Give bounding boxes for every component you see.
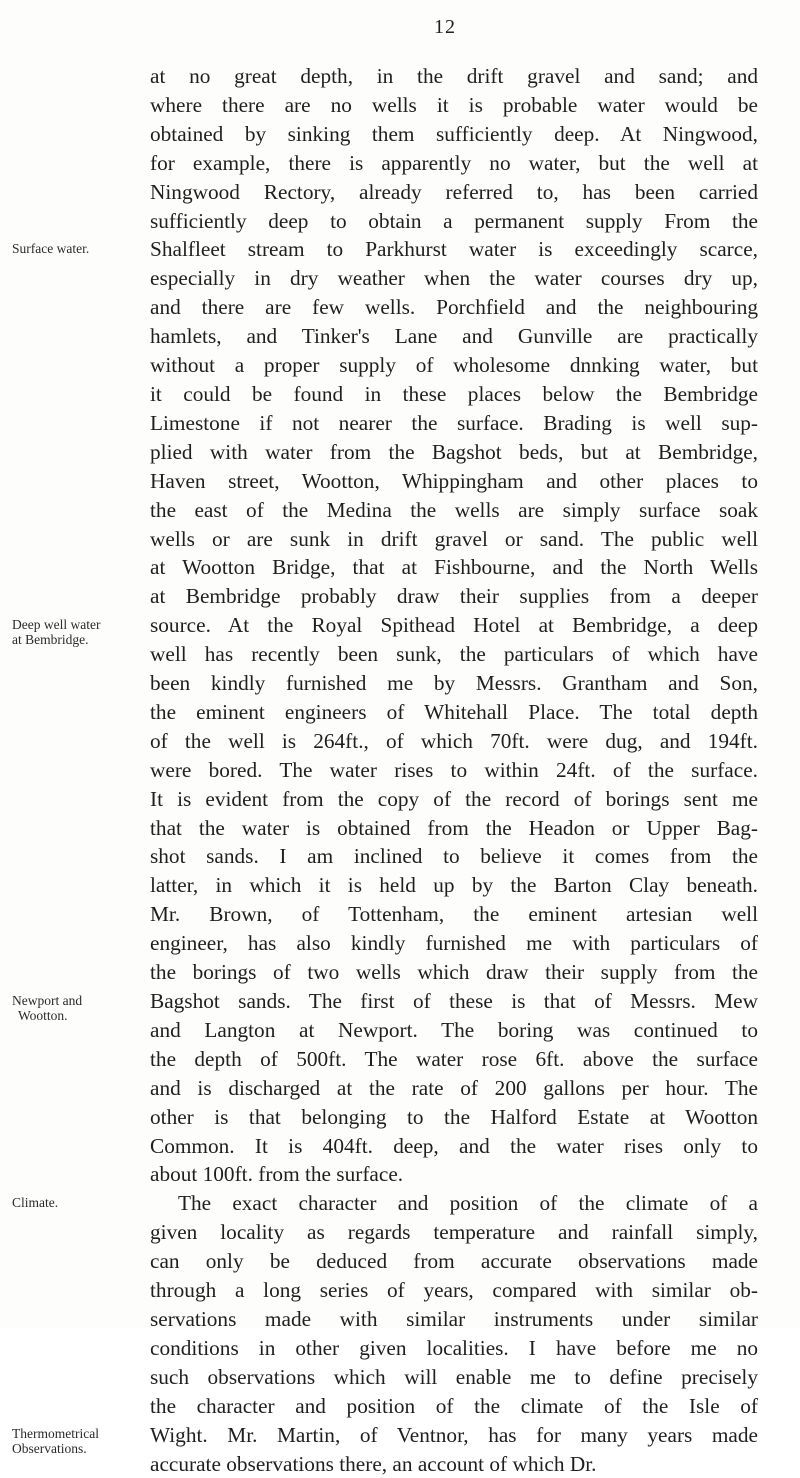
- text-line: the depth of 500ft. The water rose 6ft. above the surface: [150, 1045, 758, 1074]
- text-line: Wight. Mr. Martin, of Ventnor, has for many years made: [150, 1421, 758, 1450]
- margin-note-thermometrical: Thermometrical Observations.: [12, 1426, 130, 1456]
- text-line: that the water is obtained from the Headon or Upper Bag-: [150, 814, 758, 843]
- text-line: Shalfleet stream to Parkhurst water is exceedingly scarce,: [150, 235, 758, 264]
- text-line: and Langton at Newport. The boring was continued to: [150, 1016, 758, 1045]
- text-line: given locality as regards temperature and rainfall simply,: [150, 1218, 758, 1247]
- text-line: Limestone if not nearer the surface. Brading is well sup-: [150, 409, 758, 438]
- page-number: 12: [0, 16, 800, 39]
- text-line: through a long series of years, compared with similar ob-: [150, 1276, 758, 1305]
- text-line: Haven street, Wootton, Whippingham and other places to: [150, 467, 758, 496]
- text-line: especially in dry weather when the water courses dry up,: [150, 264, 758, 293]
- text-line: plied with water from the Bagshot beds, but at Bembridge,: [150, 438, 758, 467]
- text-line: accurate observations there, an account of which Dr.: [150, 1450, 758, 1478]
- text-line: without a proper supply of wholesome dnnking water, but: [150, 351, 758, 380]
- margin-note-climate: Climate.: [12, 1195, 130, 1210]
- text-line: Common. It is 404ft. deep, and the water rises only to: [150, 1132, 758, 1161]
- text-line: Bagshot sands. The first of these is that of Messrs. Mew: [150, 987, 758, 1016]
- text-line: wells or are sunk in drift gravel or sand. The public well: [150, 525, 758, 554]
- text-line: of the well is 264ft., of which 70ft. were dug, and 194ft.: [150, 727, 758, 756]
- text-line: can only be deduced from accurate observations made: [150, 1247, 758, 1276]
- margin-note-deep-well: Deep well water at Bembridge.: [12, 617, 130, 647]
- text-line: hamlets, and Tinker's Lane and Gunville are practically: [150, 322, 758, 351]
- text-line: the character and position of the climate of the Isle of: [150, 1392, 758, 1421]
- text-line: other is that belonging to the Halford Estate at Wootton: [150, 1103, 758, 1132]
- text-line: for example, there is apparently no water, but the well at: [150, 149, 758, 178]
- text-line: the east of the Medina the wells are simply surface soak: [150, 496, 758, 525]
- text-line: and is discharged at the rate of 200 gallons per hour. The: [150, 1074, 758, 1103]
- text-line: engineer, has also kindly furnished me with particulars of: [150, 929, 758, 958]
- text-line: at Bembridge probably draw their supplies from a deeper: [150, 582, 758, 611]
- text-line: at Wootton Bridge, that at Fishbourne, and the North Wells: [150, 553, 758, 582]
- text-line: were bored. The water rises to within 24ft. of the surface.: [150, 756, 758, 785]
- text-line: the eminent engineers of Whitehall Place. The total depth: [150, 698, 758, 727]
- text-line: source. At the Royal Spithead Hotel at Bembridge, a deep: [150, 611, 758, 640]
- text-line: obtained by sinking them sufficiently deep. At Ningwood,: [150, 120, 758, 149]
- margin-note-surface-water: Surface water.: [12, 241, 130, 256]
- text-line: sufficiently deep to obtain a permanent supply From the: [150, 207, 758, 236]
- text-line: latter, in which it is held up by the Barton Clay beneath.: [150, 871, 758, 900]
- text-line: about 100ft. from the surface.: [150, 1160, 758, 1189]
- text-line: and there are few wells. Porchfield and the neighbouring: [150, 293, 758, 322]
- text-line: at no great depth, in the drift gravel and sand; and: [150, 62, 758, 91]
- margin-note-newport: Newport and Wootton.: [12, 993, 130, 1023]
- text-line: conditions in other given localities. I have before me no: [150, 1334, 758, 1363]
- text-line: well has recently been sunk, the particulars of which have: [150, 640, 758, 669]
- text-line: where there are no wells it is probable water would be: [150, 91, 758, 120]
- text-line: it could be found in these places below the Bembridge: [150, 380, 758, 409]
- text-line: Ningwood Rectory, already referred to, has been carried: [150, 178, 758, 207]
- text-line: Mr. Brown, of Tottenham, the eminent artesian well: [150, 900, 758, 929]
- text-line: servations made with similar instruments under similar: [150, 1305, 758, 1334]
- text-line: the borings of two wells which draw their supply from the: [150, 958, 758, 987]
- text-line: been kindly furnished me by Messrs. Grantham and Son,: [150, 669, 758, 698]
- text-line: It is evident from the copy of the record of borings sent me: [150, 785, 758, 814]
- text-line: The exact character and position of the climate of a: [150, 1189, 758, 1218]
- text-line: shot sands. I am inclined to believe it comes from the: [150, 842, 758, 871]
- body-text: [150, 62, 758, 1478]
- text-line: such observations which will enable me to define precisely: [150, 1363, 758, 1392]
